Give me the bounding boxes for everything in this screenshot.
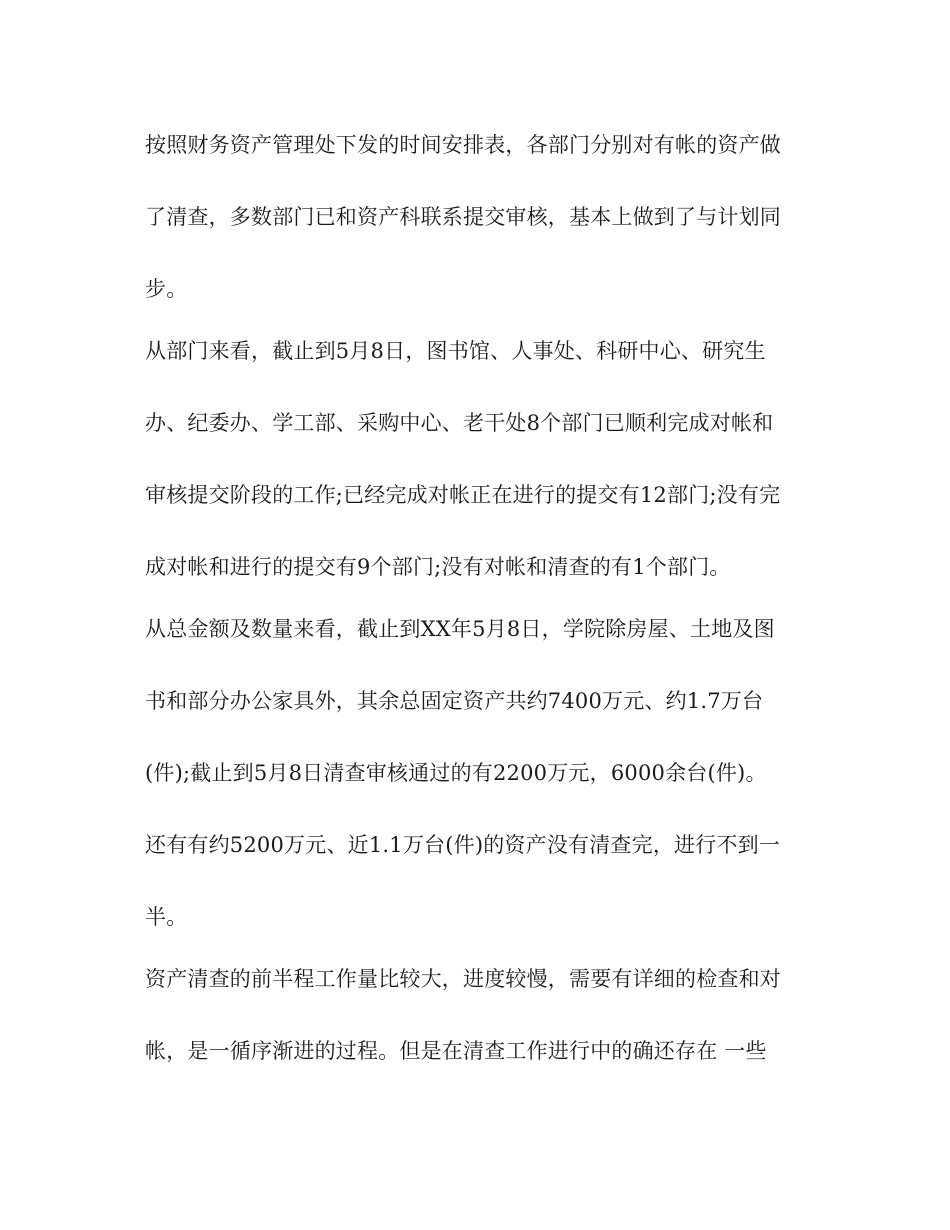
paragraph-4-line-2: 帐，是一循序渐进的过程。但是在清查工作进行中的确还存在 一些 — [145, 1039, 767, 1063]
paragraph-1-line-2: 了清查，多数部门已和资产科联系提交审核，基本上做到了与计划同 — [145, 205, 781, 229]
paragraph-3-line-2: 书和部分办公家具外，其余总固定资产共约7400万元、约1.7万台 — [145, 689, 764, 713]
paragraph-2-line-2: 办、纪委办、学工部、采购中心、老干处8个部门已顺利完成对帐和 — [145, 411, 774, 435]
paragraph-2-line-3: 审核提交阶段的工作;已经完成对帐正在进行的提交有12部门;没有完 — [145, 483, 781, 507]
paragraph-2-line-1: 从部门来看，截止到5月8日，图书馆、人事处、科研中心、研究生 — [145, 339, 766, 363]
paragraph-3-line-1: 从总金额及数量来看，截止到XX年5月8日，学院除房屋、土地及图 — [145, 617, 775, 641]
paragraph-3-line-4: 还有有约5200万元、近1.1万台(件)的资产没有清查完，进行不到一 — [145, 833, 781, 857]
paragraph-4-line-1: 资产清查的前半程工作量比较大，进度较慢，需要有详细的检查和对 — [145, 967, 781, 991]
paragraph-2-line-4: 成对帐和进行的提交有9个部门;没有对帐和清查的有1个部门。 — [145, 555, 731, 579]
paragraph-3-line-5: 半。 — [145, 905, 188, 929]
paragraph-3-line-3: (件);截止到5月8日清查审核通过的有2200万元，6000余台(件)。 — [145, 761, 767, 785]
paragraph-1-line-3: 步。 — [145, 277, 188, 301]
paragraph-1-line-1: 按照财务资产管理处下发的时间安排表，各部门分别对有帐的资产做 — [145, 133, 781, 157]
